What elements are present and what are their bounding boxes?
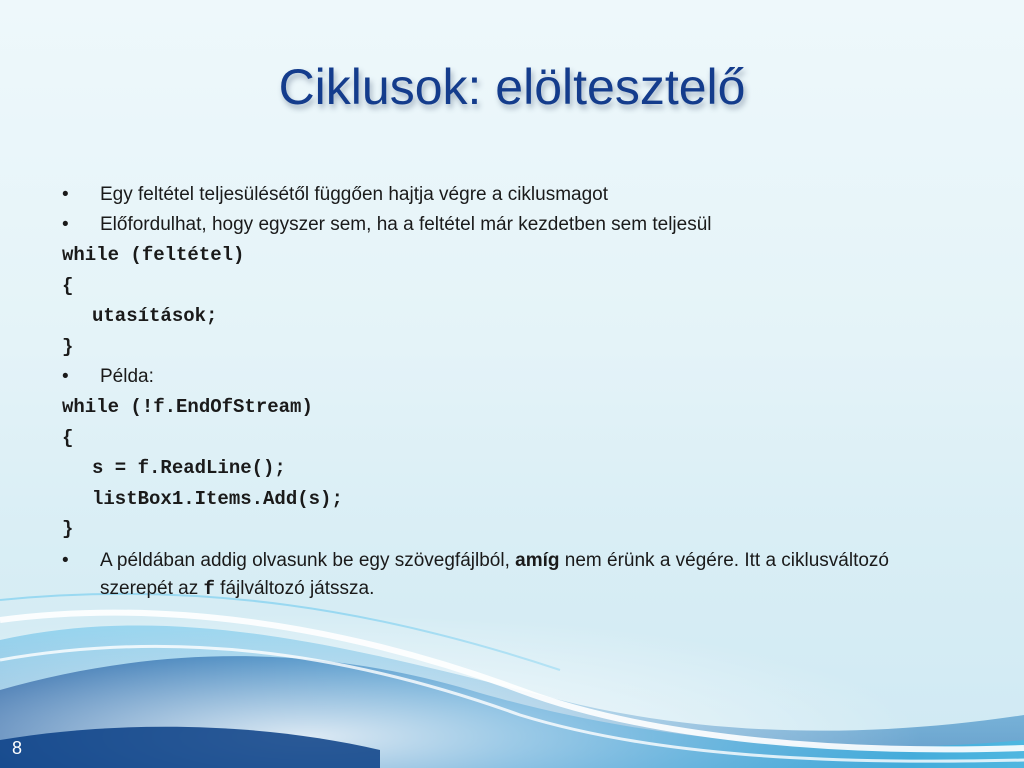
example-code-line: while (!f.EndOfStream) bbox=[62, 396, 313, 418]
bullet-item bbox=[62, 547, 962, 603]
syntax-code-line: utasítások; bbox=[92, 305, 218, 327]
example-code-line: { bbox=[62, 426, 74, 449]
bullet-item bbox=[62, 362, 962, 392]
example-code-line: listBox1.Items.Add(s); bbox=[92, 487, 343, 510]
bullet-item bbox=[62, 180, 962, 210]
slide-title: Ciklusok: elöltesztelő bbox=[278, 59, 746, 115]
bullet-text: nem érünk a végére. Itt a ciklusváltozó szerepét az bbox=[100, 549, 889, 599]
slide-content bbox=[62, 180, 962, 603]
bullet-bold-text: amíg bbox=[515, 549, 560, 571]
example-code-line: } bbox=[62, 518, 74, 540]
bullet-text: Előfordulhat, hogy egyszer sem, ha a feltétel már kezdetben sem teljesül bbox=[100, 214, 712, 235]
syntax-code-line: while (feltétel) bbox=[62, 244, 245, 266]
bullet-text: Egy feltétel teljesülésétől függően hajtja végre a ciklusmagot bbox=[100, 184, 609, 205]
bullet-text: A példában addig olvasunk be egy szövegfájlból, bbox=[100, 549, 516, 571]
page-number: 8 bbox=[12, 738, 23, 758]
syntax-code-line: { bbox=[62, 274, 74, 297]
inline-code: f bbox=[203, 577, 215, 600]
example-code-line: s = f.ReadLine(); bbox=[92, 457, 286, 479]
bullet-item bbox=[62, 210, 962, 240]
bullet-dot: • bbox=[62, 184, 69, 205]
bullet-dot: • bbox=[62, 366, 69, 387]
syntax-code-line: } bbox=[62, 335, 74, 358]
bullet-dot: • bbox=[62, 214, 69, 235]
bullet-dot: • bbox=[62, 549, 69, 571]
bullet-text: fájlváltozó játssza. bbox=[214, 577, 375, 599]
bullet-text: Példa: bbox=[100, 366, 154, 387]
